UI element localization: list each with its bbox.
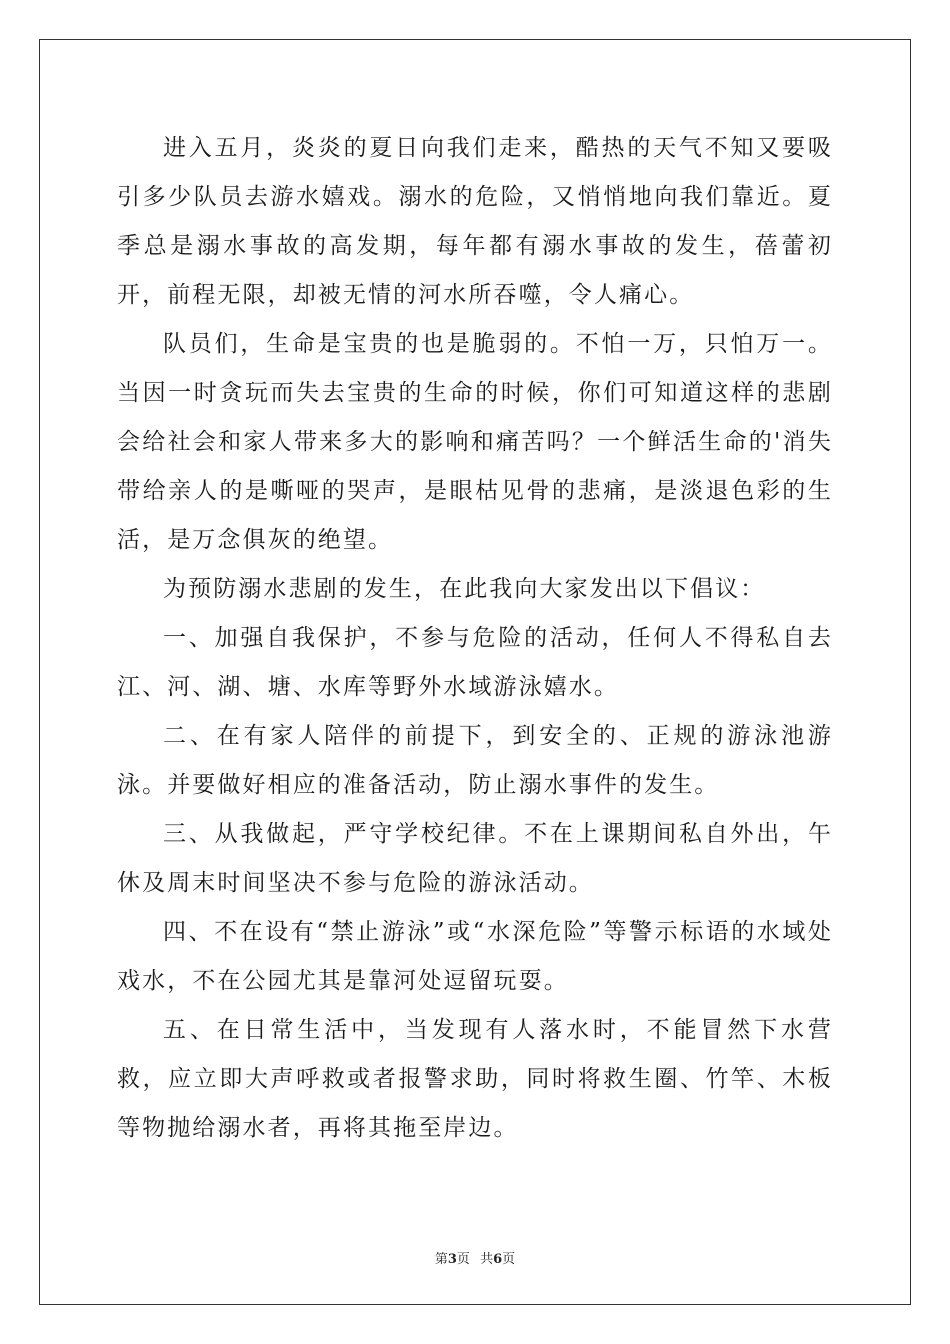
proposal-item-4: 四、不在设有“禁止游泳”或“水深危险”等警示标语的水域处戏水，不在公园尤其是靠河处逗留玩耍。: [117, 919, 833, 994]
paragraph-intro: 进入五月，炎炎的夏日向我们走来，酷热的天气不知又要吸引多少队员去游水嬉戏。溺水的危险，又悄悄地向我们靠近。夏季总是溺水事故的高发期，每年都有溺水事故的发生，蓓蕾初开，前程无限，却被无情的河水所吞噬，令人痛心。: [117, 135, 833, 308]
proposal-item-3: 三、从我做起，严守学校纪律。不在上课期间私自外出，午休及周末时间坚决不参与危险的游泳活动。: [117, 821, 833, 896]
proposal-item-2: 二、在有家人陪伴的前提下，到安全的、正规的游泳池游泳。并要做好相应的准备活动，防止溺水事件的发生。: [117, 723, 833, 798]
paragraph-proposal-intro: 为预防溺水悲剧的发生，在此我向大家发出以下倡议：: [163, 576, 766, 602]
document-body: [117, 124, 833, 1153]
proposal-item-5: 五、在日常生活中，当发现有人落水时，不能冒然下水营救，应立即大声呼救或者报警求助，同时将救生圈、竹竿、木板等物抛给溺水者，再将其拖至岸边。: [117, 1017, 833, 1141]
page-footer: [0, 1248, 950, 1267]
proposal-item-1: 一、加强自我保护，不参与危险的活动，任何人不得私自去江、河、湖、塘、水库等野外水域游泳嬉水。: [117, 625, 833, 700]
page-number: 第3页: [434, 1252, 470, 1267]
paragraph-warning: 队员们，生命是宝贵的也是脆弱的。不怕一万，只怕万一。当因一时贪玩而失去宝贵的生命的时候，你们可知道这样的悲剧会给社会和家人带来多大的影响和痛苦吗？一个鲜活生命的'消失带给亲人的是嘶哑的哭声，是眼枯见骨的悲痛，是淡退色彩的生活，是万念俱灰的绝望。: [117, 331, 833, 553]
total-pages: 共6页: [480, 1252, 516, 1267]
